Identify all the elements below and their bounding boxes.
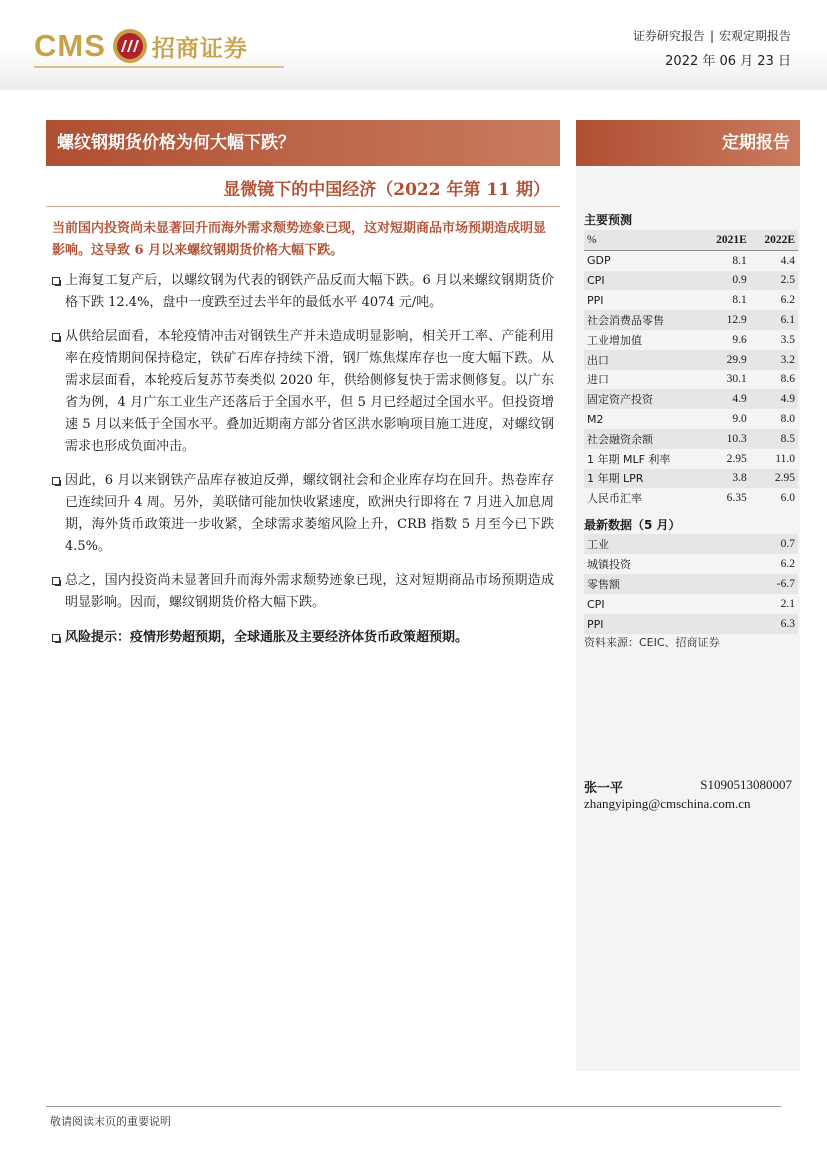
row-label: 进口 bbox=[587, 373, 609, 387]
table-row bbox=[584, 488, 798, 508]
cell-2022e: 3.2 bbox=[780, 353, 795, 366]
bullet-text: 总之，国内投资尚未显著回升而海外需求颓势迹象已现，这对短期商品市场预期造成明显影响。因而，螺纹钢期货价格大幅下跌。 bbox=[65, 573, 554, 610]
latest-data-title: 最新数据（5 月） bbox=[584, 518, 681, 532]
data-source-note: 资料来源：CEIC、招商证券 bbox=[584, 636, 720, 649]
bullet-text: 因此，6 月以来钢铁产品库存被迫反弹，螺纹钢社会和企业库存均在回升。热卷库存已连续回升 4 周。另外，美联储可能加快收紧速度，欧洲央行即将在 7 月进入加息周期，海外货币政策进一步收紧，全球需求萎缩风险上升，CRB 指数 5 月至今已下跌 4.5%。 bbox=[65, 473, 554, 554]
table-row bbox=[584, 554, 798, 574]
cell-2021e: 10.3 bbox=[726, 432, 747, 445]
row-label: 社会融资余额 bbox=[587, 432, 653, 446]
header-cell: 2021E bbox=[716, 233, 747, 246]
analyst-email-link[interactable]: zhangyiping@cmschina.com.cn bbox=[584, 796, 751, 811]
cell-2021e: 8.1 bbox=[732, 254, 747, 267]
bullet-item bbox=[52, 270, 554, 314]
table-row bbox=[584, 389, 798, 409]
cell-2021e: 6.35 bbox=[726, 492, 747, 505]
table-row bbox=[584, 250, 798, 270]
category-separator: | bbox=[709, 29, 714, 43]
row-label: 社会消费品零售 bbox=[587, 314, 664, 328]
subtitle-divider bbox=[46, 206, 560, 207]
cell-value: 6.2 bbox=[780, 558, 795, 570]
cell-2021e: 8.1 bbox=[732, 294, 747, 307]
report-category bbox=[633, 27, 791, 44]
row-label: 城镇投资 bbox=[587, 558, 631, 571]
cell-2022e: 6.0 bbox=[780, 492, 795, 505]
report-subcategory-label: 宏观定期报告 bbox=[718, 29, 791, 43]
logo-text: CMS bbox=[34, 28, 106, 63]
report-title: 螺纹钢期货价格为何大幅下跌？ bbox=[46, 120, 560, 166]
cell-2022e: 6.2 bbox=[780, 294, 795, 307]
table-row bbox=[584, 330, 798, 350]
cell-2022e: 2.5 bbox=[780, 274, 795, 287]
bullet-item bbox=[52, 470, 554, 558]
row-label: CPI bbox=[587, 273, 605, 287]
checkbox-bullet-icon bbox=[52, 577, 60, 585]
table-row bbox=[584, 409, 798, 429]
table-row bbox=[584, 594, 798, 614]
bullet-text: 从供给层面看，本轮疫情冲击对钢铁生产并未造成明显影响，相关开工率、产能利用率在疫情期间保持稳定，铁矿石库存持续下滑，钢厂炼焦煤库存也一度大幅下跌。从需求层面看，本轮疫后复苏节奏类似 2020 年，供给侧修复快于需求侧修复。以广东省为例，4 月广东工业生产还落后于全国水平，但 5 月已经超过全国水平。但投资增速 5 月以来低于全国水平。叠加近期南方部分省区洪水影响项目施工进度，对螺纹钢需求也形成负面冲击。 bbox=[65, 329, 554, 454]
checkbox-bullet-icon bbox=[52, 477, 60, 485]
header-cell: % bbox=[587, 233, 597, 246]
logo-underline bbox=[34, 66, 284, 68]
table-row bbox=[584, 350, 798, 370]
row-label: 固定资产投资 bbox=[587, 393, 653, 407]
bullet-text: 上海复工复产后，以螺纹钢为代表的钢铁产品反而大幅下跌。6 月以来螺纹钢期货价格下跌 12.4%，盘中一度跌至过去半年的最低水平 4074 元/吨。 bbox=[65, 273, 554, 310]
row-label: CPI bbox=[587, 597, 605, 611]
report-category-label: 证券研究报告 bbox=[632, 29, 705, 43]
bullet-item bbox=[52, 326, 554, 458]
header-cell: 2022E bbox=[764, 233, 795, 246]
row-label: 1 年期 LPR bbox=[587, 472, 644, 486]
row-label: 人民币汇率 bbox=[587, 492, 642, 506]
checkbox-bullet-icon bbox=[52, 634, 60, 642]
cell-value: -6.7 bbox=[776, 578, 795, 590]
analyst-name: 张一平 bbox=[584, 781, 624, 796]
table-header-row bbox=[584, 230, 798, 250]
cell-2022e: 6.1 bbox=[780, 314, 795, 327]
cell-2021e: 30.1 bbox=[726, 373, 747, 386]
cell-2022e: 3.5 bbox=[780, 333, 795, 346]
row-label: 工业 bbox=[587, 538, 609, 551]
cell-2022e: 4.9 bbox=[780, 393, 795, 406]
cell-2022e: 8.6 bbox=[780, 373, 795, 386]
cell-2021e: 0.9 bbox=[732, 274, 747, 287]
logo-badge-icon bbox=[112, 28, 148, 64]
table-row bbox=[584, 370, 798, 390]
cell-2022e: 11.0 bbox=[775, 452, 795, 465]
table-row bbox=[584, 574, 798, 594]
row-label: 出口 bbox=[587, 353, 609, 367]
risk-text: 风险提示：疫情形势超预期，全球通胀及主要经济体货币政策超预期。 bbox=[65, 630, 469, 645]
cell-2022e: 8.5 bbox=[780, 432, 795, 445]
cell-value: 6.3 bbox=[780, 618, 795, 630]
bullet-item bbox=[52, 570, 554, 614]
cell-2021e: 9.0 bbox=[732, 413, 747, 426]
table-row bbox=[584, 534, 798, 554]
row-label: 零售额 bbox=[587, 578, 620, 591]
risk-warning bbox=[52, 627, 554, 649]
cell-2021e: 2.95 bbox=[726, 452, 747, 465]
summary-paragraph: 当前国内投资尚未显著回升而海外需求颓势迹象已现，这对短期商品市场预期造成明显影响。这导致 6 月以来螺纹钢期货价格大幅下跌。 bbox=[52, 221, 547, 258]
row-label: GDP bbox=[587, 254, 611, 268]
table-row bbox=[584, 271, 798, 291]
table-row bbox=[584, 449, 798, 469]
cell-2022e: 4.4 bbox=[780, 254, 795, 267]
cell-value: 2.1 bbox=[780, 598, 795, 610]
report-subtitle: 显微镜下的中国经济（2022 年第 11 期） bbox=[223, 180, 550, 200]
row-label: 工业增加值 bbox=[587, 333, 642, 347]
checkbox-bullet-icon bbox=[52, 333, 60, 341]
table-row bbox=[584, 429, 798, 449]
report-type-banner: 定期报告 bbox=[576, 120, 800, 166]
forecast-table bbox=[584, 230, 798, 508]
report-date: 2022 年 06 月 23 日 bbox=[665, 54, 791, 69]
footer-divider bbox=[46, 1106, 781, 1107]
cell-2021e: 4.9 bbox=[732, 393, 747, 406]
table-row bbox=[584, 310, 798, 330]
table-row bbox=[584, 614, 798, 634]
forecast-title: 主要预测 bbox=[584, 213, 633, 227]
bullet-list bbox=[52, 270, 554, 626]
table-row bbox=[584, 290, 798, 310]
cell-2021e: 12.9 bbox=[726, 314, 747, 327]
company-logo bbox=[34, 24, 248, 68]
cell-2022e: 2.95 bbox=[774, 472, 795, 485]
analyst-certificate: S1090513080007 bbox=[700, 777, 792, 792]
logo-chinese-name: 招商证券 bbox=[151, 35, 248, 62]
row-label: PPI bbox=[587, 293, 604, 307]
cell-2022e: 8.0 bbox=[780, 413, 795, 426]
row-label: 1 年期 MLF 利率 bbox=[587, 452, 671, 466]
row-label: PPI bbox=[587, 617, 604, 631]
cell-2021e: 3.8 bbox=[732, 472, 747, 485]
latest-data-table bbox=[584, 534, 798, 634]
table-row bbox=[584, 469, 798, 489]
checkbox-bullet-icon bbox=[52, 277, 60, 285]
cell-2021e: 9.6 bbox=[732, 333, 747, 346]
footer-disclaimer: 敬请阅读末页的重要说明 bbox=[50, 1115, 171, 1128]
cell-2021e: 29.9 bbox=[726, 353, 747, 366]
row-label: M2 bbox=[587, 412, 604, 426]
cell-value: 0.7 bbox=[780, 538, 795, 550]
